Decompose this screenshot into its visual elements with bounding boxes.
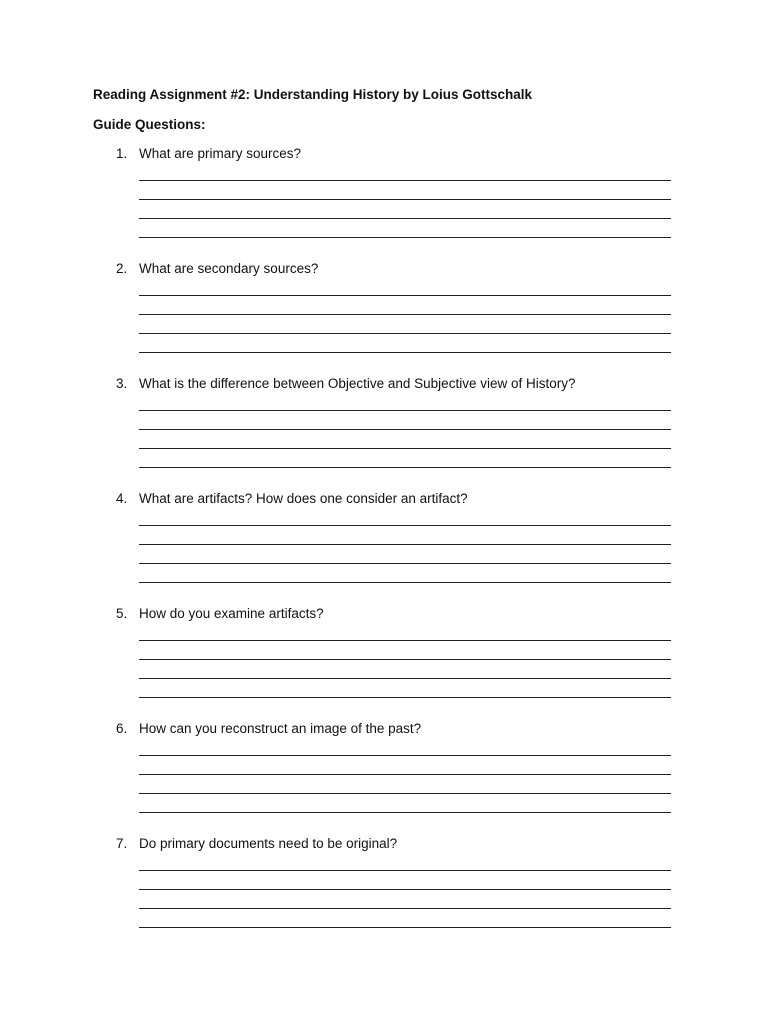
question-number: 6.	[116, 721, 128, 736]
answer-line[interactable]	[139, 755, 671, 756]
answer-line[interactable]	[139, 429, 671, 430]
question-item	[0, 376, 768, 476]
question-text: How can you reconstruct an image of the past?	[139, 721, 422, 736]
answer-line[interactable]	[139, 812, 671, 813]
question-text: What are artifacts? How does one consider an artifact?	[139, 491, 468, 506]
question-text: How do you examine artifacts?	[139, 606, 324, 621]
question-item	[0, 491, 768, 591]
question-item	[0, 721, 768, 821]
answer-line[interactable]	[139, 448, 671, 449]
answer-line[interactable]	[139, 467, 671, 468]
answer-line[interactable]	[139, 678, 671, 679]
question-item	[0, 606, 768, 706]
question-item	[0, 836, 768, 936]
answer-line[interactable]	[139, 237, 671, 238]
answer-line[interactable]	[139, 659, 671, 660]
answer-line[interactable]	[139, 774, 671, 775]
answer-line[interactable]	[139, 908, 671, 909]
question-number: 3.	[116, 376, 128, 391]
answer-line[interactable]	[139, 314, 671, 315]
answer-line[interactable]	[139, 525, 671, 526]
answer-line[interactable]	[139, 793, 671, 794]
document-title: Reading Assignment #2: Understanding History by Loius Gottschalk	[93, 87, 533, 102]
answer-line[interactable]	[139, 640, 671, 641]
answer-line[interactable]	[139, 582, 671, 583]
answer-line[interactable]	[139, 410, 671, 411]
question-number: 2.	[116, 261, 128, 276]
question-text: What is the difference between Objective and Subjective view of History?	[139, 376, 576, 391]
answer-line[interactable]	[139, 889, 671, 890]
question-item	[0, 261, 768, 361]
answer-line[interactable]	[139, 927, 671, 928]
answer-line[interactable]	[139, 333, 671, 334]
question-number: 4.	[116, 491, 128, 506]
answer-line[interactable]	[139, 295, 671, 296]
question-text: Do primary documents need to be original?	[139, 836, 398, 851]
answer-line[interactable]	[139, 563, 671, 564]
question-number: 5.	[116, 606, 128, 621]
answer-line[interactable]	[139, 697, 671, 698]
answer-line[interactable]	[139, 352, 671, 353]
answer-line[interactable]	[139, 199, 671, 200]
answer-line[interactable]	[139, 180, 671, 181]
question-number: 1.	[116, 146, 128, 161]
guide-questions-heading: Guide Questions:	[93, 117, 206, 132]
answer-line[interactable]	[139, 544, 671, 545]
question-text: What are secondary sources?	[139, 261, 319, 276]
answer-line[interactable]	[139, 218, 671, 219]
question-number: 7.	[116, 836, 128, 851]
question-item	[0, 146, 768, 246]
question-text: What are primary sources?	[139, 146, 302, 161]
answer-line[interactable]	[139, 870, 671, 871]
